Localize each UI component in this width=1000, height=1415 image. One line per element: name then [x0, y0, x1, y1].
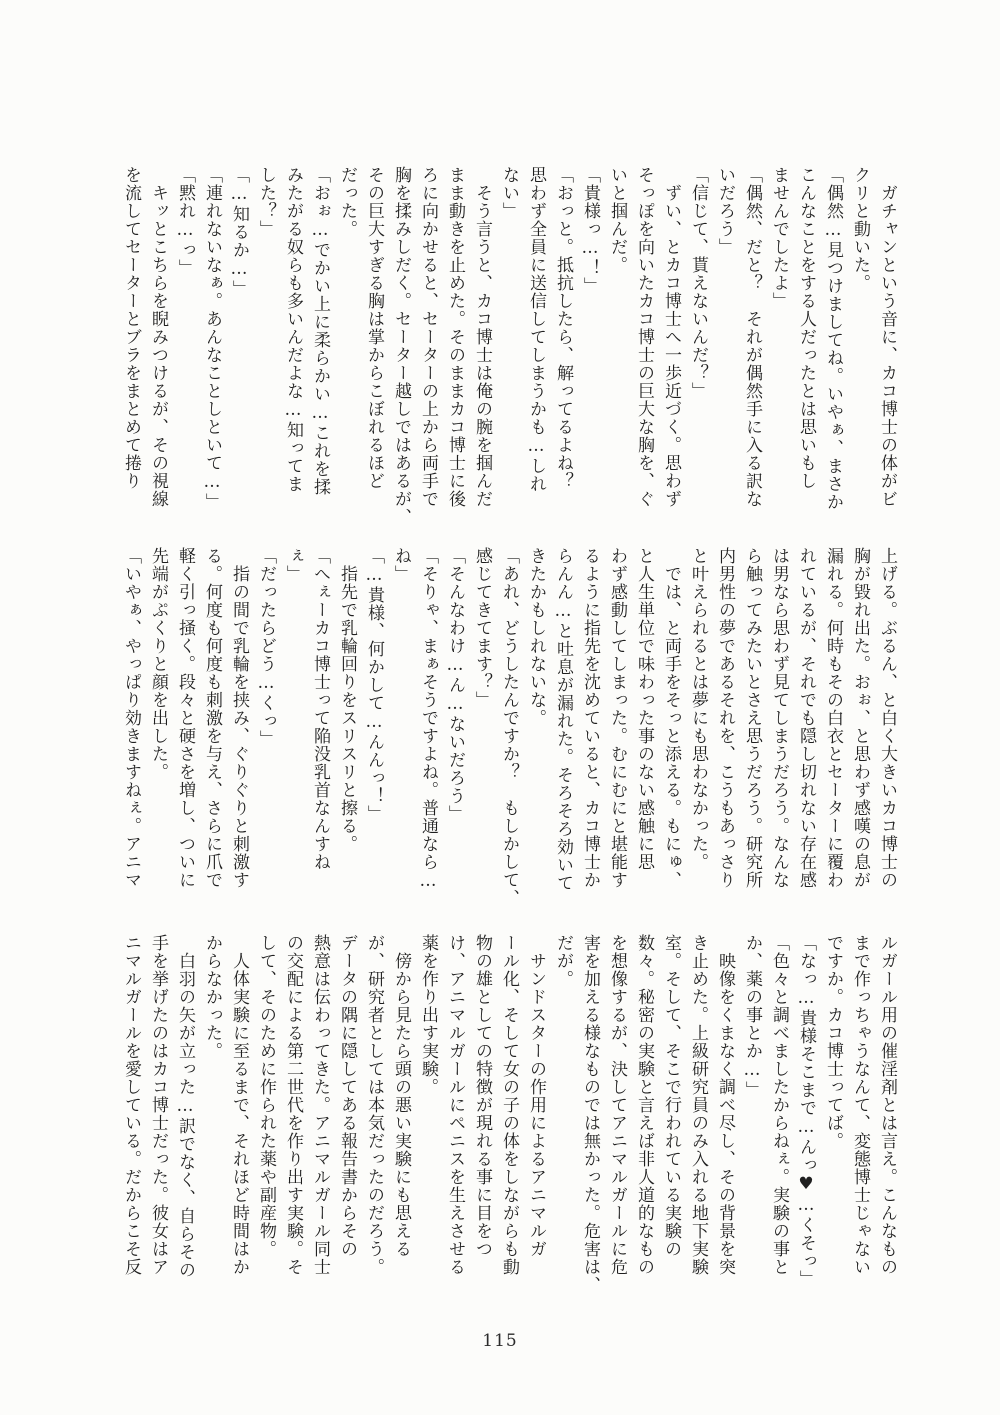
text-column: 「だったらどう…くっ」 [256, 547, 276, 748]
text-column: を想像するが、決してアニマルガールに危 [607, 934, 627, 1276]
text-column: 「…知るか…」 [229, 166, 249, 298]
text-column: その巨大すぎる胸は掌からこぼれるほど [364, 166, 384, 490]
text-column: データの隅に隠してある報告書からその [337, 934, 357, 1258]
text-column: クリと動いた。 [850, 166, 870, 292]
text-column: れているが、それでも隠し切れない存在感 [796, 547, 816, 889]
text-column: からなかった。 [202, 934, 222, 1060]
text-column: 「偶然、だと？ それが偶然手に入る訳な [742, 166, 762, 508]
text-column: そっぽを向いたカコ博士の巨大な胸を、ぐ [634, 166, 654, 508]
text-column: と叶えられるとは夢にも思わなかった。 [688, 547, 708, 871]
text-band-bottom [117, 934, 900, 1292]
text-column: 手を挙げたのはカコ博士だった。彼女はア [148, 934, 168, 1276]
text-column: 「なっ…貴様そこまで…んっ♥…くそっ」 [796, 934, 816, 1288]
text-column: 「貴様っ…！」 [580, 166, 600, 295]
text-column: 熱意は伝わってきた。アニマルガール同士 [310, 934, 330, 1276]
text-column: 害を加える様なものでは無かった。危害は、 [580, 934, 600, 1294]
text-band-middle [117, 547, 900, 905]
text-column: ずい、とカコ博士へ一歩近づく。思わず [661, 184, 681, 508]
text-column: 室。そして、そこで行われている実験の [661, 934, 681, 1258]
text-column: ろに向かせると、セーターの上から両手で [418, 166, 438, 508]
text-column: 漏れる。何時もその白衣とセーターに覆わ [823, 547, 843, 889]
text-column: 先端がぷくりと顔を出した。 [148, 547, 168, 781]
text-column: ルガール用の催淫剤とは言え。こんなもの [877, 934, 897, 1276]
text-column: ぇ」 [283, 547, 303, 583]
text-column: 「そんなわけ…ん…ないだろう」 [445, 547, 465, 823]
text-column: 「そりゃ、まぁそうですよね。普通なら… [418, 547, 438, 892]
text-column: き止めた。上級研究員のみ入れる地下実験 [688, 934, 708, 1276]
text-column: 「へぇーカコ博士って陥没乳首なんすね [310, 547, 330, 871]
text-column: 「連れないなぁ。あんなことしといて…」 [202, 166, 222, 511]
text-column: 「あれ、どうしたんですか？ もしかして、 [499, 547, 519, 907]
text-column: して、そのために作られた薬や副産物。 [256, 934, 276, 1258]
text-column: だった。 [337, 166, 357, 238]
text-column: 上げる。ぶるん、と白く大きいカコ博士の [877, 547, 897, 889]
text-column: 感じてきてます？」 [472, 547, 492, 709]
text-column: 「信じて、貰えないんだ？」 [688, 166, 708, 400]
page-number: 115 [482, 1331, 518, 1351]
text-column: サンドスターの作用によるアニマルガ [526, 952, 546, 1258]
text-column: キッとこちらを睨みつけるが、その視線 [148, 184, 168, 508]
text-column: 数々。秘密の実験と言えば非人道的なもの [634, 934, 654, 1276]
text-column: 胸が毀れ出た。おぉ、と思わず感嘆の息が [850, 547, 870, 889]
text-band-top [117, 166, 900, 524]
text-column: した？」 [256, 166, 276, 238]
text-column: を流してセーターとブラをまとめて捲り [121, 166, 141, 490]
text-column: きたかもしれないな。 [526, 547, 546, 727]
text-column: が、研究者としては本気だったのだろう。 [364, 934, 384, 1276]
text-column: 「偶然…見つけましてね。いやぁ、まさか [823, 166, 843, 511]
text-column: いだろう」 [715, 166, 735, 256]
text-column: だが。 [553, 934, 573, 988]
text-column: 物の雄としての特徴が現れる事に目をつ [472, 934, 492, 1258]
text-column: 「黙れ…っ」 [175, 166, 195, 277]
text-column: 「色々と調べましたからねぇ。実験の事と [769, 934, 789, 1276]
text-column: まで作っちゃうなんて、変態博士じゃない [850, 934, 870, 1276]
text-column: 「…貴様、何かして…んんっ！」 [364, 547, 384, 823]
text-column: るように指先を沈めていると、カコ博士か [580, 547, 600, 889]
text-column: いと掴んだ。 [607, 166, 627, 274]
text-column: 白羽の矢が立った…訳でなく、自らその [175, 952, 195, 1279]
text-column: みたがる奴らも多いんだよな…知ってま [283, 166, 303, 493]
text-column: 指先で乳輪回りをスリスリと擦る。 [337, 565, 357, 853]
text-column: け、アニマルガールにペニスを生えさせる [445, 934, 465, 1276]
text-column: は男なら思わず見てしまうだろう。なんな [769, 547, 789, 889]
text-column: ない」 [499, 166, 519, 220]
text-column: の交配による第二世代を作り出す実験。そ [283, 934, 303, 1276]
text-column: そう言うと、カコ博士は俺の腕を掴んだ [472, 184, 492, 508]
text-column: まま動きを止めた。そのままカコ博士に後 [445, 166, 465, 508]
text-column: ら触ってみたいとさえ思うだろう。研究所 [742, 547, 762, 889]
text-column: ニマルガールを愛している。だからこそ反 [121, 934, 141, 1276]
text-column: 軽く引っ掻く。段々と硬さを増し、ついに [175, 547, 195, 889]
text-column: 「おっと。抵抗したら、解ってるよね？ [553, 166, 573, 490]
text-column: 「おぉ…でかい上に柔らかい…これを揉 [310, 166, 330, 496]
text-column: こんなことをする人だったとは思いもし [796, 166, 816, 490]
text-column: ール化、そして女の子の体をしながらも動 [499, 934, 519, 1276]
text-column: わず感動してしまった。むにむにと堪能す [607, 547, 627, 889]
text-column: か、薬の事とか…」 [742, 934, 762, 1099]
text-column: と人生単位で味わった事のない感触に思 [634, 547, 654, 871]
text-column: らんん…と吐息が漏れた。そろそろ効いて [553, 547, 573, 892]
text-column: ガチャンという音に、カコ博士の体がビ [877, 184, 897, 508]
text-column: 指の間で乳輪を挟み、ぐりぐりと刺激す [229, 565, 249, 889]
text-column: では、と両手をそっと添える。もにゅ、 [661, 565, 681, 889]
text-column: 胸を揉みしだく。セーター越しではあるが、 [391, 166, 411, 526]
text-column: ね」 [391, 547, 411, 583]
text-column: 傍から見たら頭の悪い実験にも思える [391, 952, 411, 1258]
text-column: ですか。カコ博士ってば。 [823, 934, 843, 1150]
text-column: 映像をくまなく調べ尽し、その背景を突 [715, 952, 735, 1276]
text-column: 「いやぁ、やっぱり効きますねぇ。アニマ [121, 547, 141, 889]
text-column: 人体実験に至るまで、それほど時間はか [229, 952, 249, 1276]
text-column: る。何度も何度も刺激を与え、さらに爪で [202, 547, 222, 889]
text-column: 思わず全員に送信してしまうかも…しれ [526, 166, 546, 493]
text-column: 薬を作り出す実験。 [418, 934, 438, 1096]
text-column: 内男性の夢であるそれを、こうもあっさり [715, 547, 735, 889]
text-column: ませんでしたよ」 [769, 166, 789, 310]
